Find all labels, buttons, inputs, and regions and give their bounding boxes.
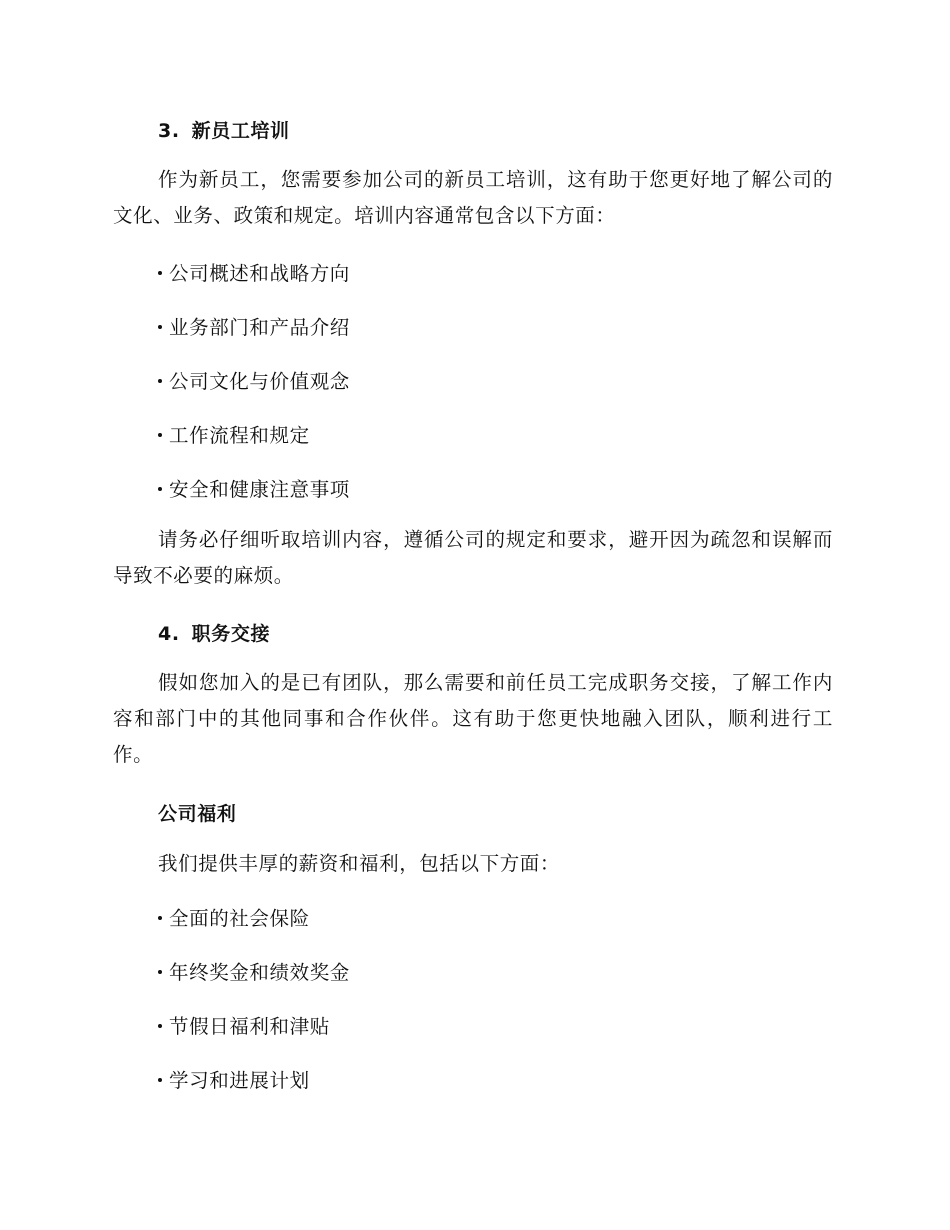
- list-item: 公司概述和战略方向: [158, 258, 878, 286]
- section-3-closing: 请务必仔细听取培训内容，遵循公司的规定和要求，避开因为疏忽和误解而导致不必要的麻烦。: [113, 528, 833, 587]
- section-3-title: 新员工培训: [191, 120, 290, 142]
- list-item: 学习和进展计划: [158, 1065, 878, 1093]
- bullet-icon: [158, 487, 162, 491]
- list-item: 业务部门和产品介绍: [158, 312, 878, 340]
- list-item: 年终奖金和绩效奖金: [158, 957, 878, 985]
- section-4-number: 4.: [158, 623, 180, 645]
- bullet-icon: [158, 271, 162, 275]
- bullet-icon: [158, 325, 162, 329]
- list-item: 全面的社会保险: [158, 903, 878, 931]
- benefits-intro: 我们提供丰厚的薪资和福利，包括以下方面：: [158, 852, 561, 875]
- list-item: 工作流程和规定: [158, 420, 878, 448]
- list-item: 安全和健康注意事项: [158, 474, 878, 502]
- benefits-heading: 公司福利: [158, 803, 237, 825]
- section-3-intro: 作为新员工，您需要参加公司的新员工培训，这有助于您更好地了解公司的文化、业务、政策和规定。培训内容通常包含以下方面：: [113, 168, 833, 227]
- list-item: 公司文化与价值观念: [158, 366, 878, 394]
- bullet-icon: [158, 1024, 162, 1028]
- bullet-icon: [158, 379, 162, 383]
- section-4-heading: [158, 619, 878, 646]
- bullet-icon: [158, 433, 162, 437]
- section-4-body: 假如您加入的是已有团队，那么需要和前任员工完成职务交接，了解工作内容和部门中的其他同事和合作伙伴。这有助于您更快地融入团队，顺利进行工作。: [113, 671, 833, 766]
- section-4-title: 职务交接: [191, 623, 271, 645]
- section-3-heading: [158, 116, 878, 143]
- bullet-icon: [158, 970, 162, 974]
- list-item: 节假日福利和津贴: [158, 1011, 878, 1039]
- section-3-number: 3.: [158, 120, 180, 142]
- bullet-icon: [158, 916, 162, 920]
- bullet-icon: [158, 1078, 162, 1082]
